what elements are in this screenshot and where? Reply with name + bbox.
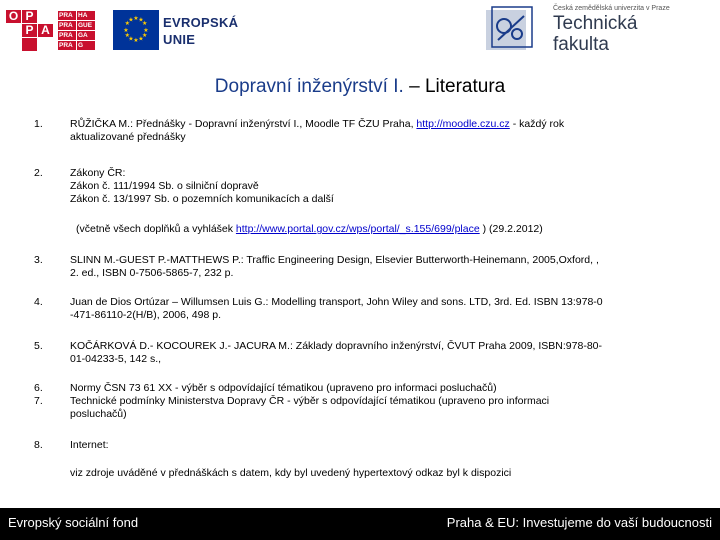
item-line: SLINN M.-GUEST P.-MATTHEWS P.: Traffic Engineering Design, Elsevier Butterworth-Heinemann, 2005,Oxford, , [70, 254, 599, 266]
prague-cell: GA [77, 31, 95, 40]
svg-text:★: ★ [128, 16, 134, 24]
item-number: 1. [34, 118, 43, 130]
prague-cell: G [77, 41, 95, 50]
item-line: 2. ed., ISBN 0-7506-5865-7, 232 p. [70, 267, 234, 279]
item-number: 7. [34, 395, 43, 407]
item-line: 01-04233-5, 142 s., [70, 353, 162, 365]
eu-text-line2: UNIE [163, 32, 196, 47]
item-number: 4. [34, 296, 43, 308]
item-text: (včetně všech doplňků a vyhlášek [76, 223, 236, 235]
prague-cell: HA [77, 11, 95, 20]
item-number: 6. [34, 382, 43, 394]
item-text: ) (29.2.2012) [479, 223, 543, 235]
item-line: posluchačů) [70, 408, 127, 420]
list-item [70, 382, 690, 421]
svg-text:★: ★ [124, 32, 130, 39]
item-line: Juan de Dios Ortúzar – Willumsen Luis G.: Modelling transport, John Wiley and sons. LTD, 3rd. Ed. ISBN 13:978-0 [70, 296, 603, 308]
oppa-letter: P [22, 24, 37, 37]
item-line: -471-86110-2(H/B), 2006, 498 p. [70, 309, 221, 321]
item-line: Zákony ČR: [70, 167, 126, 179]
tf-university: Česká zemědělská univerzita v Praze [553, 5, 670, 12]
oppa-letter: P [22, 10, 37, 23]
item-number: 5. [34, 340, 43, 352]
list-item [70, 340, 690, 366]
svg-text:★: ★ [124, 20, 130, 27]
list-item [70, 296, 690, 322]
list-item-note [70, 467, 690, 480]
item-text: RŮŽIČKA M.: Přednášky - Dopravní inženýrství I., Moodle TF ČZU Praha, [70, 118, 417, 130]
footer-bar [0, 508, 720, 540]
prague-cell: PRA [58, 21, 76, 30]
prague-cell: PRA [58, 11, 76, 20]
svg-text:★: ★ [142, 20, 148, 27]
oppa-letter: O [6, 10, 21, 23]
item-number: 2. [34, 167, 43, 179]
list-item [70, 167, 690, 206]
title-part2: – Literatura [409, 76, 506, 97]
prague-cell: PRA [58, 31, 76, 40]
tf-name-line2: fakulta [553, 34, 609, 55]
footer-left: Evropský sociální fond [8, 515, 139, 530]
item-line: Zákon č. 111/1994 Sb. o silniční dopravě [70, 180, 259, 192]
list-item [70, 439, 690, 452]
svg-text:★: ★ [143, 27, 149, 34]
list-item [70, 254, 690, 280]
eu-text-line1: EVROPSKÁ [163, 15, 239, 30]
svg-text:★: ★ [133, 15, 139, 22]
item-line [70, 118, 690, 131]
item-text: - každý rok [509, 118, 565, 130]
svg-text:★: ★ [138, 35, 144, 43]
title-part1: Dopravní inženýrství I. [214, 76, 404, 97]
item-line: Zákon č. 13/1997 Sb. o pozemních komunikacích a další [70, 193, 334, 205]
svg-text:★: ★ [128, 35, 134, 43]
item-line: Normy ČSN 73 61 XX - výběr s odpovídající tématikou (upraveno pro informaci posluchačů) [70, 382, 497, 394]
svg-text:★: ★ [142, 32, 148, 39]
oppa-letter: A [38, 24, 53, 37]
list-item [70, 118, 690, 144]
tf-name-line1: Technická [553, 13, 638, 34]
item-line: KOČÁRKOVÁ D.- KOCOUREK J.- JACURA M.: Základy dopravního inženýrství, ČVUT Praha 2009, ISBN:978-80- [70, 340, 602, 352]
list-item-note [76, 223, 690, 236]
moodle-link[interactable]: http://moodle.czu.cz [416, 118, 510, 130]
svg-text:★: ★ [138, 16, 144, 24]
item-line [76, 223, 690, 236]
item-line: Internet: [70, 439, 109, 451]
footer-right: Praha & EU: Investujeme do vaší budoucnosti [446, 515, 712, 530]
item-line: viz zdroje uváděné v přednáškách s datem, kdy byl uvedený hypertextový odkaz byl k dispozici [70, 467, 512, 479]
svg-text:★: ★ [123, 27, 129, 34]
item-number: 8. [34, 439, 43, 451]
portal-link[interactable]: http://www.portal.gov.cz/wps/portal/_s.155/699/place [235, 223, 480, 235]
prague-cell: PRA [58, 41, 76, 50]
svg-text:★: ★ [133, 37, 139, 44]
item-number: 3. [34, 254, 43, 266]
prague-cell: GUE [77, 21, 95, 30]
item-line: aktualizované přednášky [70, 131, 186, 143]
item-line: Technické podmínky Ministerstva Dopravy ČR - výběr s odpovídající tématikou (upraveno pro informaci [70, 395, 550, 407]
